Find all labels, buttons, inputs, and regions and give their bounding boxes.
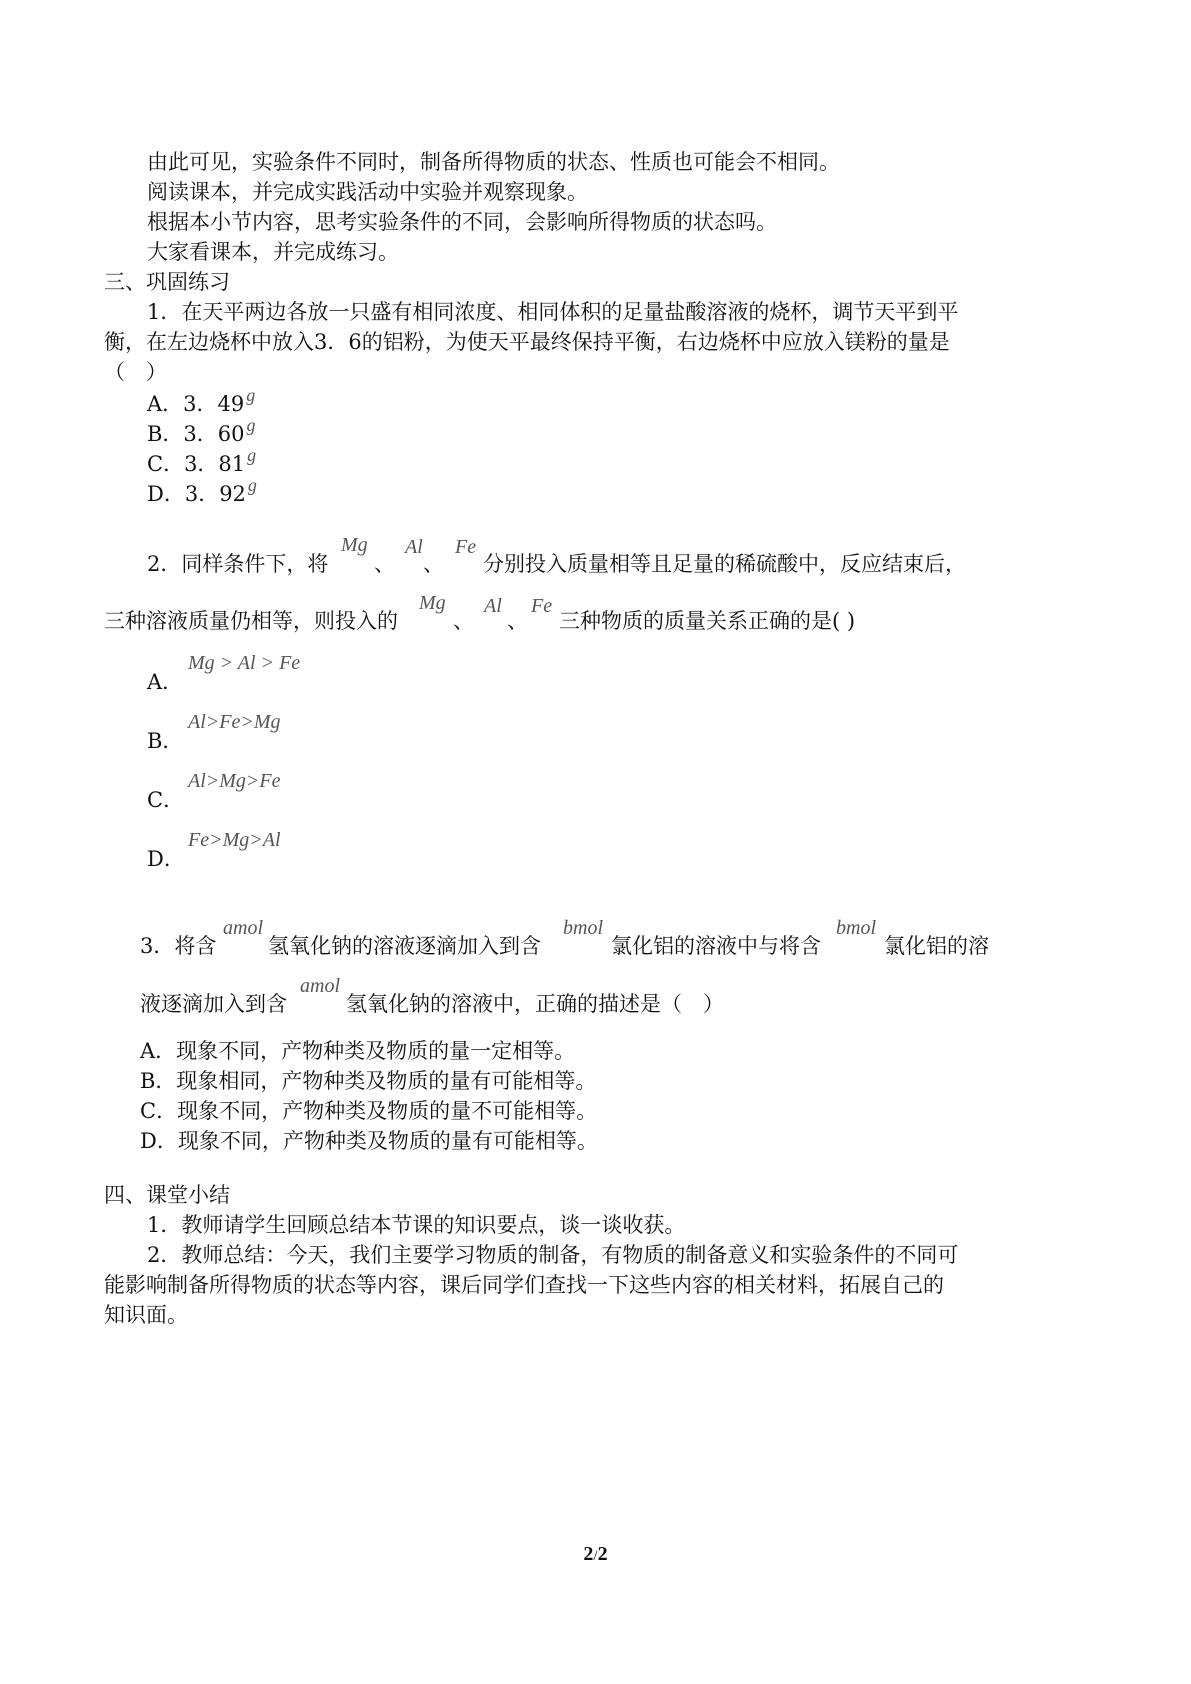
q2-option-c-label: C． bbox=[147, 788, 185, 812]
page-total: 2 bbox=[597, 1543, 608, 1565]
q1-option-b-unit: g bbox=[246, 415, 256, 435]
page-slash: / bbox=[593, 1548, 598, 1564]
q1-option-b: B．3．60 g bbox=[147, 415, 256, 446]
page-current: 2 bbox=[583, 1543, 594, 1565]
intro-line-1: 由此可见，实验条件不同时，制备所得物质的状态、性质也可能会不相同。 bbox=[147, 150, 840, 174]
q3-text-6: 氢氧化钠的溶液中，正确的描述是（ ） bbox=[346, 992, 724, 1016]
summary-line-4: 知识面。 bbox=[104, 1303, 188, 1327]
q3-amol: amol bbox=[223, 917, 263, 939]
q3-text-1: 3．将含 bbox=[140, 934, 217, 958]
q1-option-a-unit: g bbox=[246, 385, 256, 405]
q3-option-a: A．现象不同，产物种类及物质的量一定相等。 bbox=[140, 1039, 576, 1063]
q3-text-5: 液逐滴加入到含 bbox=[140, 992, 287, 1016]
q2-text-2: 分别投入质量相等且足量的稀硫酸中，反应结束后， bbox=[483, 552, 966, 576]
q1-option-a: A．3．49 g bbox=[147, 385, 256, 416]
intro-line-2: 阅读课本，并完成实践活动中实验并观察现象。 bbox=[147, 180, 588, 204]
q3-option-d: D．现象不同，产物种类及物质的量有可能相等。 bbox=[140, 1129, 598, 1153]
q3-text-3: 氯化铝的溶液中与将含 bbox=[611, 934, 821, 958]
summary-line-3: 能影响制备所得物质的状态等内容，课后同学们查找一下这些内容的相关材料，拓展自己的 bbox=[104, 1273, 944, 1297]
q2-metal-mg-2: Mg bbox=[419, 592, 446, 614]
q3-text-2: 氢氧化钠的溶液逐滴加入到含 bbox=[268, 934, 541, 958]
q2-metal-fe: Fe bbox=[455, 536, 477, 558]
q2-metal-al: Al bbox=[405, 536, 423, 558]
q2-metal-fe-2: Fe bbox=[531, 595, 553, 617]
q3-text-4: 氯化铝的溶 bbox=[884, 934, 989, 958]
q3-amol-2: amol bbox=[300, 975, 340, 997]
summary-line-1: 1．教师请学生回顾总结本节课的知识要点，谈一谈收获。 bbox=[147, 1213, 686, 1237]
page-number bbox=[0, 1543, 1191, 1566]
q2-text-1: 2．同样条件下，将 bbox=[147, 552, 329, 576]
q1-option-c: C．3．81 g bbox=[147, 445, 257, 476]
q1-option-d-unit: g bbox=[247, 475, 257, 495]
q2-sep-3: 、 bbox=[453, 609, 474, 633]
q1-option-c-unit: g bbox=[247, 445, 257, 465]
q1-line-2: 衡，在左边烧杯中放入3．6的铝粉，为使天平最终保持平衡，右边烧杯中应放入镁粉的量是 bbox=[104, 330, 950, 354]
q3-option-c: C．现象不同，产物种类及物质的量不可能相等。 bbox=[140, 1099, 598, 1123]
q2-sep-2: 、 bbox=[423, 552, 444, 576]
q2-option-a-formula: Mg > Al > Fe bbox=[188, 652, 301, 674]
q1-line-1: 1．在天平两边各放一只盛有相同浓度、相同体积的足量盐酸溶液的烧杯，调节天平到平 bbox=[147, 300, 959, 324]
q2-option-b-formula: Al>Fe>Mg bbox=[188, 711, 281, 733]
q2-option-a-label: A． bbox=[147, 670, 184, 694]
intro-line-4: 大家看课本，并完成练习。 bbox=[147, 240, 399, 264]
q2-option-c-formula: Al>Mg>Fe bbox=[188, 770, 281, 792]
q2-sep-4: 、 bbox=[507, 609, 528, 633]
q2-option-d-formula: Fe>Mg>Al bbox=[188, 829, 281, 851]
q2-metal-mg: Mg bbox=[341, 534, 368, 556]
q3-bmol-2: bmol bbox=[836, 917, 876, 939]
q2-text-3: 三种溶液质量仍相等，则投入的 bbox=[104, 609, 398, 633]
intro-line-3: 根据本小节内容，思考实验条件的不同，会影响所得物质的状态吗。 bbox=[147, 210, 777, 234]
q2-text-4: 三种物质的质量关系正确的是( ) bbox=[559, 609, 856, 633]
summary-line-2: 2．教师总结：今天，我们主要学习物质的制备，有物质的制备意义和实验条件的不同可 bbox=[147, 1243, 959, 1267]
section-heading-summary: 四、课堂小结 bbox=[104, 1183, 230, 1207]
q1-line-3: （ ） bbox=[104, 360, 167, 384]
q2-sep-1: 、 bbox=[374, 552, 395, 576]
q2-option-d-label: D． bbox=[147, 847, 185, 871]
q3-bmol: bmol bbox=[563, 917, 603, 939]
q1-option-d: D．3．92 g bbox=[147, 475, 257, 506]
q3-option-b: B．现象相同，产物种类及物质的量有可能相等。 bbox=[140, 1069, 597, 1093]
section-heading-practice: 三、巩固练习 bbox=[104, 270, 230, 294]
q2-option-b-label: B． bbox=[147, 729, 184, 753]
q2-metal-al-2: Al bbox=[484, 595, 502, 617]
